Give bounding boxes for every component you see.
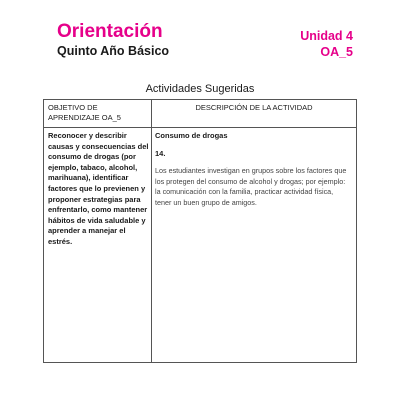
description-column-header: DESCRIPCIÓN DE LA ACTIVIDAD (195, 103, 313, 112)
objective-column-header: OBJETIVO DE APRENDIZAJE OA_5 (48, 103, 121, 122)
activities-table (43, 99, 357, 363)
activity-description: Los estudiantes investigan en grupos sobre los factores que los protegen del consumo de alcohol y drogas; por ejemplo: la comunicación con la familia, practicar actividad física, tener un buen grupo de amigos. (155, 166, 347, 207)
section-title: Actividades Sugeridas (145, 83, 255, 95)
unit-label: Unidad 4 (300, 29, 353, 43)
objective-text: Reconocer y describir causas y consecuencias del consumo de drogas (por ejemplo, tabaco, alcohol, marihuana), identificar factores que lo previenen y proponer estrategias para enfrentarlo, como mantener hábitos de vida saludable y aprender a manejar el estrés. (48, 131, 149, 246)
activity-title: Consumo de drogas (155, 131, 228, 140)
header-divider (44, 127, 356, 128)
activity-cell (155, 131, 350, 208)
subject-title: Orientación (57, 21, 163, 42)
activity-number: 14. (155, 149, 166, 158)
objective-code: OA_5 (320, 45, 353, 59)
column-divider (151, 100, 152, 362)
grade-level: Quinto Año Básico (57, 44, 170, 58)
